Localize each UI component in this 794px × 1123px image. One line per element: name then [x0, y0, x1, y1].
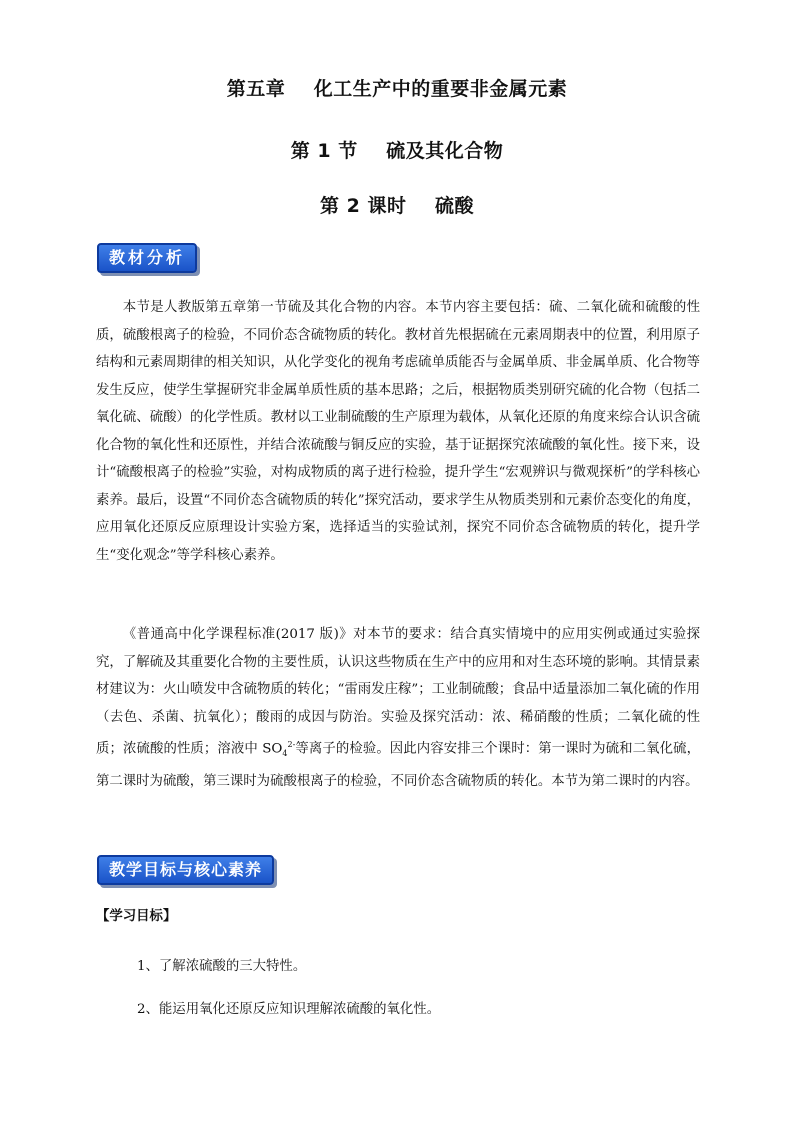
curriculum-paragraph — [96, 621, 700, 795]
curriculum-text-after: 等离子的检验。因此内容安排三个课时：第一课时为硫和二氧化硫，第二课时为硫酸，第三课时为硫酸根离子的检验，不同价态含硫物质的转化。本节为第二课时的内容。 — [96, 741, 700, 789]
goal-item: 2、能运用氧化还原反应知识理解浓硫酸的氧化性。 — [137, 1002, 441, 1017]
learning-goals-heading: 【学习目标】 — [96, 909, 177, 924]
chapter-title: 第五章 化工生产中的重要非金属元素 — [226, 78, 568, 100]
goal-item: 1、了解浓硫酸的三大特性。 — [137, 959, 307, 974]
sulfate-subscript: 4 — [282, 749, 288, 759]
analysis-paragraph: 本节是人教版第五章第一节硫及其化合物的内容。本节内容主要包括：硫、二氧化硫和硫酸的性质，硫酸根离子的检验，不同价态含硫物质的转化。教材首先根据硫在元素周期表中的位置，利用原子结构和元素周期律的相关知识，从化学变化的视角考虑硫单质能否与金属单质、非金属单质、化合物等发生反应，使学生掌握研究非金属单质性质的基本思路；之后，根据物质类别研究硫的化合物（包括二氧化硫、硫酸）的化学性质。教材以工业制硫酸的生产原理为载体，从氧化还原的角度来综合认识含硫化合物的氧化性和还原性，并结合浓硫酸与铜反应的实验，基于证据探究浓硫酸的氧化性。接下来，设计“硫酸根离子的检验”实验，对构成物质的离子进行检验，提升学生“宏观辨识与微观探析”的学科核心素养。最后，设置“不同价态含硫物质的转化”探究活动，要求学生从物质类别和元素价态变化的角度，应用氧化还原反应原理设计实验方案，选择适当的实验试剂，探究不同价态含硫物质的转化，提升学生“变化观念”等学科核心素养。 — [96, 300, 700, 563]
lesson-title: 第 2 课时 硫酸 — [320, 195, 474, 217]
goals-badge: 教学目标与核心素养 — [97, 855, 274, 885]
textbook-analysis-badge: 教材分析 — [97, 243, 197, 273]
section-title: 第 1 节 硫及其化合物 — [290, 140, 504, 162]
curriculum-text-before: 《普通高中化学课程标准(2017 版)》对本节的要求：结合真实情境中的应用实例或通过实验探究，了解硫及其重要化合物的主要性质，认识这些物质在生产中的应用和对生态环境的影响。其情景素材建议为：火山喷发中含硫物质的转化；“雷雨发庄稼”；工业制硫酸；食品中适量添加二氧化硫的作用（去色、杀菌、抗氧化）；酸雨的成因与防治。实验及探究活动：浓、稀硝酸的性质；二氧化硫的性质；浓硫酸的性质；溶液中 SO — [96, 627, 700, 757]
sulfate-superscript: 2- — [287, 740, 296, 749]
